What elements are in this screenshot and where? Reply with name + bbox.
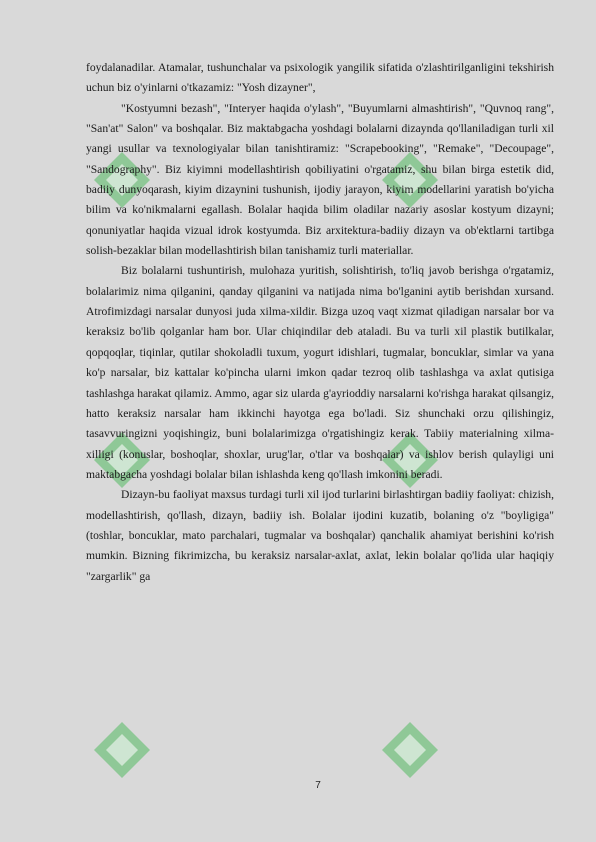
paragraph: Biz bolalarni tushuntirish, mulohaza yuritish, solishtirish, to'liq javob berishga o'rgatamiz, bolalarimiz nima qilganini, qanday qilganini va natijada nima bo'lganini aytib berishdan xursand. Atrofimizdagi narsalar dunyosi juda xilma-xildir. Bizga uzoq vaqt xizmat qiladigan narsalar bor va keraksiz bo'lib qolganlar ham bor. Ular chiqindilar deb ataladi. Bu va turli xil plastik butilkalar, qopqoqlar, tiqinlar, qutilar shokoladli tuxum, yogurt idishlari, tugmalar, boncuklar, simlar va yana ko'p narsalar, biz kattalar ko'pincha ularni imkon qadar tezroq olib tashlashga va axlat qutisiga tashlashga harakat qilamiz. Ammo, agar siz ularda g'ayrioddiy narsalarni ko'rishga harakat qilsangiz, hatto keraksiz narsalar ham ikkinchi hayotga ega bo'ladi. Siz shunchaki orzu qilishingiz, tasavvuringizni yoqishingiz, buni bolalarimizga o'rgatishingiz kerak. Tabiiy materialning xilma- xilligi (konuslar, boshoqlar, shoxlar, urug'lar, o'tlar va boshqalar) va ishlov berish qulayligi uni maktabgacha yoshdagi bolalar bilan ishlashda keng qo'llash imkonini beradi. — [86, 264, 554, 481]
body-text — [86, 58, 554, 587]
watermark-logo-icon — [92, 720, 152, 780]
page-number: 7 — [315, 780, 321, 791]
watermark-logo-icon — [380, 720, 440, 780]
paragraph-continuation: foydalanadilar. Atamalar, tushunchalar va psixologik yangilik sifatida o'zlashtirilganligini tekshirish uchun biz o'yinlarni o'tkazamiz: "Yosh dizayner", — [86, 61, 554, 95]
paragraph: Dizayn-bu faoliyat maxsus turdagi turli xil ijod turlarini birlashtirgan badiiy faoliyat: chizish, modellashtirish, qo'llash, dizayn, badiiy ish. Bolalar ijodini kuzatib, bolaning o'z "boyligiga" (toshlar, boncuklar, mato parchalari, tugmalar va boshqalar) qanchalik ahamiyat berishini ko'rish mumkin. Bizning fikrimizcha, bu keraksiz narsalar-axlat, axlat, lekin bolalar qo'lida ular haqiqiy "zargarlik" ga — [86, 488, 554, 583]
paragraph: "Kostyumni bezash", "Interyer haqida o'ylash", "Buyumlarni almashtirish", "Quvnoq rang", "San'at" Salon" va boshqalar. Biz maktabgacha yoshdagi bolalarni dizaynda qo'llaniladigan turli xil yangi usullar va texnologiyalar bilan tanishtiramiz: "Scrapebooking", "Remake", "Decoupage", "Sandography". Biz kiyimni modellashtirish qobiliyatini o'rgatamiz, shu bilan birga estetik did, badiiy dunyoqarash, kiyim dizaynini tushunish, ijodiy jarayon, kiyim modellarini yaratish bo'yicha bilim va ko'nikmalarni egallash. Bolalar haqida bilim oladilar nazariy asoslar kostyum dizayni; qonuniyatlar haqida vizual idrok kostyumda. Biz arxitektura-badiiy dizayn va ob'ektlarni tartibga solish-bezaklar bilan modellashtirish bilan tanishamiz turli materiallar. — [86, 101, 554, 258]
